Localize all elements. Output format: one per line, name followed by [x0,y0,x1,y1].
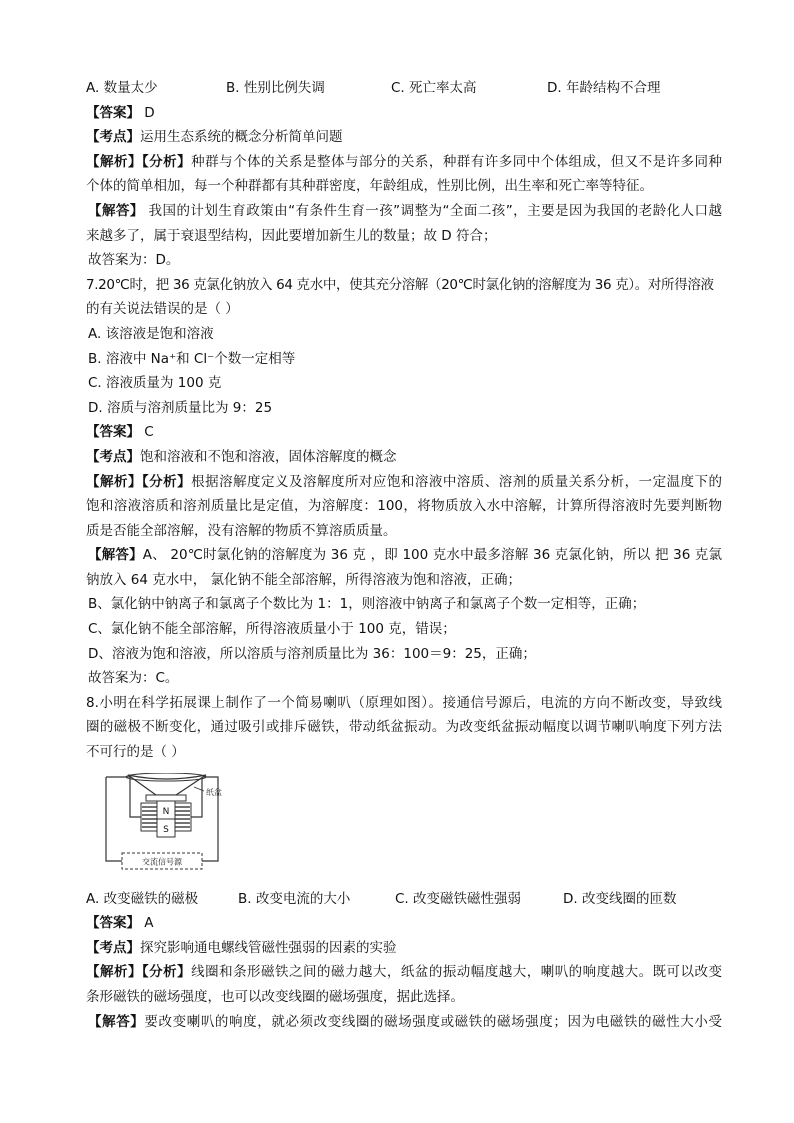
speaker-diagram-svg [96,773,236,883]
q6-options [86,76,722,101]
q8-stem-line-1: 8.小明在科学拓展课上制作了一个简易喇叭（原理如图）。接通信号源后，电流的方向不断改变，导致线 [86,694,722,711]
q8-solution-line-1: 【解答】要改变喇叭的响度，就必须改变线圈的磁场强度或磁铁的磁场强度；因为电磁铁的磁性大小受 [88,1013,722,1030]
q8-option-b: B. 改变电流的大小 [238,890,351,907]
label-n: N [162,806,170,817]
q8-analysis-line-1: 【解析】【分析】线圈和条形磁铁之间的磁力越大，纸盆的振动幅度越大，喇叭的响度越大。既可以改变 [86,964,722,981]
q7-stem-line-1: 7.20℃时，把 36 克氯化钠放入 64 克水中，使其充分溶解（20℃时氯化钠的溶解度为 36 克）。对所得溶液 [86,276,714,293]
coil-former-top [146,795,186,801]
q7-point: 【考点】饱和溶液和不饱和溶液，固体溶解度的概念 [86,448,397,465]
q6-analysis-line-1: 【解析】【分析】种群与个体的关系是整体与部分的关系，种群有许多同中个体组成，但又不是许多同种 [86,153,722,170]
q6-conclusion: 故答案为：D。 [88,252,180,269]
q7-solution-a-line-2: 钠放入 64 克水中， 氯化钠不能全部溶解，所得溶液为饱和溶液，正确； [86,571,522,588]
q7-solution-b: B、氯化钠中钠离子和氯离子个数比为 1：1，则溶液中钠离子和氯离子个数一定相等，正确； [88,596,646,613]
q7-stem-line-2: 的有关说法错误的是（ ） [86,301,239,318]
q8-answer: 【答案】 A [86,915,154,932]
q6-option-b: B. 性别比例失调 [226,80,325,96]
label-s: S [163,824,169,835]
document-page [86,76,722,1034]
q8-option-c: C. 改变磁铁磁性强弱 [395,890,522,907]
q6-answer: 【答案】 D [86,104,155,121]
q7-solution-a-line-1: 【解答】A、 20℃时氯化钠的溶解度为 36 克 ，即 100 克水中最多溶解 36 克氯化钠，所以 把 36 克氯 [88,547,722,564]
q6-option-c: C. 死亡率太高 [391,80,477,96]
q8-stem-line-2: 圈的磁极不断变化，通过吸引或排斥磁铁，带动纸盆振动。为改变纸盆振动幅度以调节喇叭响度下列方法 [86,719,722,736]
q8-option-d: D. 改变线圈的匝数 [563,890,677,907]
speaker-diagram [96,773,236,883]
q8-stem-line-3: 不可行的是（ ） [86,744,185,761]
paper-cone [128,775,206,795]
q7-analysis-line-3: 质是否能全部溶解，没有溶解的物质不算溶质质量。 [86,522,397,539]
q6-solution-line-2: 来越多了，属于衰退型结构，因此要增加新生儿的数量；故 D 符合； [86,227,497,244]
label-signal-source: 交流信号源 [142,857,182,867]
q7-solution-d: D、溶液为饱和溶液，所以溶质与溶剂质量比为 36：100＝9：25，正确； [88,645,536,662]
q8-option-a: A. 改变磁铁的磁极 [86,890,199,907]
q7-option-b: B. 溶液中 Na⁺和 Cl⁻个数一定相等 [88,350,296,367]
q8-point: 【考点】探究影响通电螺线管磁性强弱的因素的实验 [86,939,397,956]
q6-solution-line-1: 【解答】 我国的计划生育政策由“有条件生育一孩”调整为“全面二孩”，主要是因为我国的老龄化人口越 [88,202,722,219]
q8-options [86,887,722,912]
wire-left [106,777,122,861]
q7-conclusion: 故答案为：C。 [88,670,179,687]
q6-option-a: A. 数量太少 [86,80,158,96]
q7-option-d: D. 溶质与溶剂质量比为 9：25 [88,399,273,416]
q7-option-a: A. 该溶液是饱和溶液 [88,325,214,342]
q8-analysis-line-2: 条形磁铁的磁场强度，也可以改变线圈的磁场强度，据此选择。 [86,989,464,1005]
label-cone: 纸盆 [206,787,222,797]
q7-answer: 【答案】 C [86,424,154,441]
q7-analysis-line-1: 【解析】【分析】根据溶解度定义及溶解度所对应饱和溶液中溶质、溶剂的质量关系分析，一定温度下的 [86,473,722,490]
q6-point: 【考点】运用生态系统的概念分析简单问题 [86,129,343,146]
q6-analysis-line-2: 个体的简单相加，每一个种群都有其种群密度，年龄组成，性别比例，出生率和死亡率等特征。 [86,178,653,195]
q7-option-c: C. 溶液质量为 100 克 [88,375,222,392]
q7-solution-c: C、氯化钠不能全部溶解，所得溶液质量小于 100 克，错误； [88,621,456,638]
q6-option-d: D. 年龄结构不合理 [547,80,661,96]
q7-analysis-line-2: 饱和溶液溶质和溶剂质量比是定值，为溶解度：100，将物质放入水中溶解，计算所得溶液时先要判断物 [86,498,722,515]
